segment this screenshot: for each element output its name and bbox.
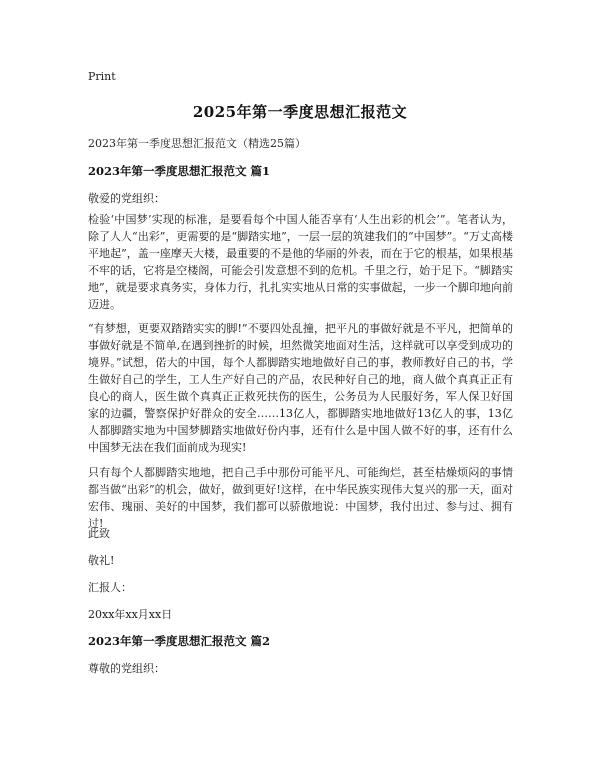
article-1-reporter: 汇报人： xyxy=(88,581,132,594)
article-1-salutation: 敬爱的党组织： xyxy=(88,192,165,205)
article-1-paragraph-3: 只有每个人都脚踏实地地，把自己手中那份可能平凡、可能绚烂，甚至枯燥烦闷的事情都当做“出彩”的机会，做好，做到更好!这样，在中华民族实现伟大复兴的那一天，面对宏伟、瑰丽、美好的中国梦，我们都可以骄傲地说：中国梦，我付出过、参与过、拥有过! xyxy=(88,466,513,530)
document-subtitle: 2023年第一季度思想汇报范文（精选25篇） xyxy=(88,137,306,150)
article-1-closing: 此致 xyxy=(88,527,110,540)
article-1-paragraph-2: “有梦想，更要双踏踏实实的脚!”不要四处乱撞，把平凡的事做好就是不平凡，把简单的事做好就是不简单,在遇到挫折的时候，坦然微笑地面对生活，这样就可以享受到成功的境界。”试想，偌大的中国，每个人都脚踏实地地做好自己的事，教师教好自己的书，学生做好自己的学生，工人生产好自己的产品，农民种好自己的地，商人做个真真正正有良心的商人，医生做个真真正正救死扶伤的医生，公务员为人民服好务，军人保卫好国家的边疆，警察保护好群众的安全……13亿人，都脚踏实地地做好13亿人的事，13亿人都脚踏实地为中国梦脚踏实地做好份内事，还有什么是中国人做不好的事，还有什么中国梦无法在我们面前成为现实! xyxy=(88,322,513,454)
article-1-heading: 2023年第一季度思想汇报范文 篇1 xyxy=(88,164,271,178)
article-1-regards: 敬礼! xyxy=(88,554,115,567)
article-1-paragraph-1: 检验‘中国梦’实现的标准，是要看每个中国人能否享有‘人生出彩的机会’”。笔者认为，除了人人“出彩”，更需要的是“脚踏实地”，一层一层的筑建我们的“中国梦”。“万丈高楼平地起”，盖一座摩天大楼，最重要的不是他的华丽的外表，而在于它的根基，如果根基不牢的话，它将是空楼阁，可能会引发意想不到的危机。千里之行，始于足下。“脚踏实地”，就是要求真务实，身体力行，扎扎实实地从日常的实事做起，一步一个脚印地向前迈进。 xyxy=(88,213,513,311)
print-link[interactable]: Print xyxy=(88,70,116,83)
article-1-date: 20xx年xx月xx日 xyxy=(88,608,173,621)
article-2-salutation: 尊敬的党组织： xyxy=(88,662,165,675)
article-2-heading: 2023年第一季度思想汇报范文 篇2 xyxy=(88,634,271,648)
page-title: 2025年第一季度思想汇报范文 xyxy=(192,103,408,121)
